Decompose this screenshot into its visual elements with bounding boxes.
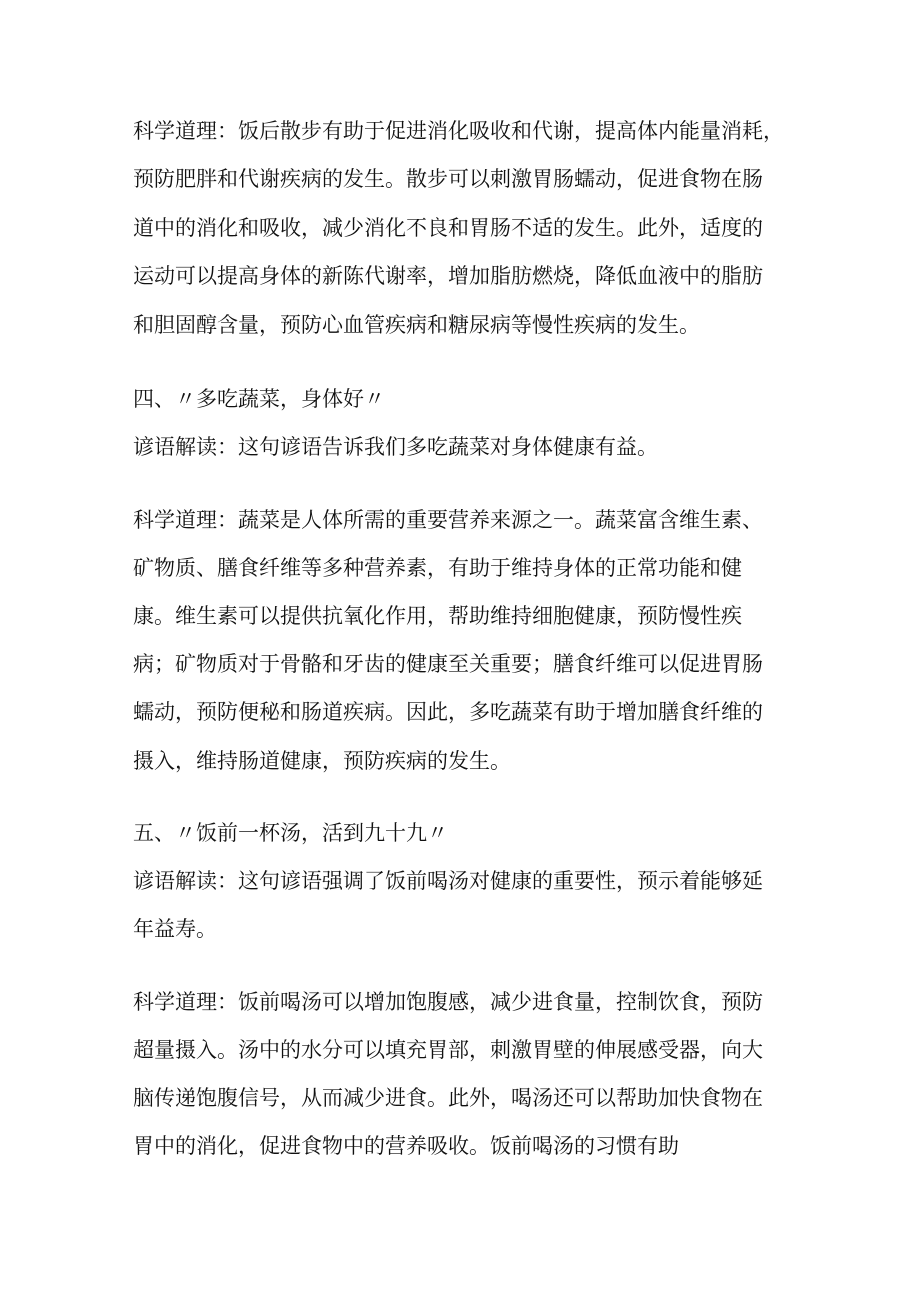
proverb-interpretation: 年益寿。: [133, 917, 217, 941]
paragraph-line: 科学道理：饭前喝汤可以增加饱腹感，减少进食量，控制饮食，预防: [133, 990, 763, 1014]
paragraph-line: 超量摄入。汤中的水分可以填充胃部，刺激胃壁的伸展感受器，向大: [133, 1038, 763, 1062]
section-heading: 五、〃饭前一杯汤，活到九十九〃: [133, 821, 448, 845]
paragraph-line: 病；矿物质对于骨骼和牙齿的健康至关重要；膳食纤维可以促进胃肠: [133, 652, 763, 676]
paragraph-line: 道中的消化和吸收，减少消化不良和胃肠不适的发生。此外，适度的: [133, 216, 763, 240]
paragraph-line: 胃中的消化，促进食物中的营养吸收。饭前喝汤的习惯有助: [133, 1134, 679, 1158]
paragraph-line: 蠕动，预防便秘和肠道疾病。因此，多吃蔬菜有助于增加膳食纤维的: [133, 700, 763, 724]
paragraph-line: 和胆固醇含量，预防心血管疾病和糖尿病等慢性疾病的发生。: [133, 313, 700, 337]
proverb-interpretation: 谚语解读：这句谚语强调了饭前喝汤对健康的重要性，预示着能够延: [133, 869, 763, 893]
paragraph-line: 摄入，维持肠道健康，预防疾病的发生。: [133, 749, 511, 773]
paragraph-line: 康。维生素可以提供抗氧化作用，帮助维持细胞健康，预防慢性疾: [133, 604, 742, 628]
paragraph-line: 预防肥胖和代谢疾病的发生。散步可以刺激胃肠蠕动，促进食物在肠: [133, 167, 763, 191]
paragraph-line: 脑传递饱腹信号，从而减少进食。此外，喝汤还可以帮助加快食物在: [133, 1086, 763, 1110]
section-heading: 四、〃多吃蔬菜，身体好〃: [133, 387, 385, 411]
paragraph-line: 科学道理：蔬菜是人体所需的重要营养来源之一。蔬菜富含维生素、: [133, 508, 763, 532]
paragraph-line: 运动可以提高身体的新陈代谢率，增加脂肪燃烧，降低血液中的脂肪: [133, 264, 763, 288]
proverb-interpretation: 谚语解读：这句谚语告诉我们多吃蔬菜对身体健康有益。: [133, 435, 658, 459]
paragraph-line: 矿物质、膳食纤维等多种营养素，有助于维持身体的正常功能和健: [133, 556, 742, 580]
paragraph-line: 科学道理：饭后散步有助于促进消化吸收和代谢，提高体内能量消耗，: [133, 119, 784, 143]
